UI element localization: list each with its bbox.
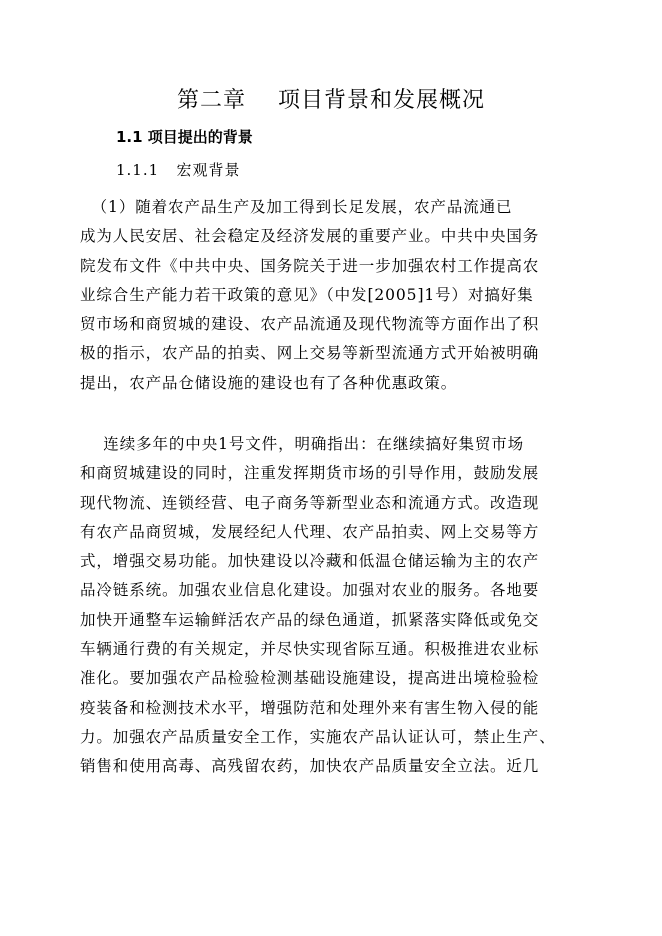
paragraph-line: 准化。要加强农产品检验检测基础设施建设，提高进出境检验检: [80, 669, 540, 688]
paragraph-line: 有农产品商贸城，发展经纪人代理、农产品拍卖、网上交易等方: [80, 522, 540, 541]
paragraph-line: 现代物流、连锁经营、电子商务等新型业态和流通方式。改造现: [80, 493, 540, 512]
paragraph-line: 加快开通整车运输鲜活农产品的绿色通道，抓紧落实降低或免交: [80, 610, 540, 629]
paragraph-line: 品冷链系统。加强农业信息化建设。加强对农业的服务。各地要: [80, 581, 540, 600]
paragraph-line: 疫装备和检测技术水平，增强防范和处理外来有害生物入侵的能: [80, 698, 540, 717]
paragraph-line: 提出，农产品仓储设施的建设也有了各种优惠政策。: [80, 373, 458, 392]
paragraph-2: [80, 430, 600, 782]
paragraph-line: 成为人民安居、社会稳定及经济发展的重要产业。中共中央国务: [80, 227, 540, 246]
paragraph-line: 贸市场和商贸城的建设、农产品流通及现代物流等方面作出了积: [80, 315, 540, 334]
paragraph-line: 力。加强农产品质量安全工作，实施农产品认证认可，禁止生产、: [80, 727, 556, 746]
paragraph-line: 连续多年的中央1号文件，明确指出：在继续搞好集贸市场: [80, 435, 525, 453]
subsection-heading: 1.1.1 宏观背景: [116, 161, 241, 179]
paragraph-line: 业综合生产能力若干政策的意见》（中发[2005]1号）对搞好集: [80, 285, 534, 304]
paragraph-line: 式，增强交易功能。加快建设以冷藏和低温仓储运输为主的农产: [80, 552, 540, 571]
paragraph-line: 销售和使用高毒、高残留农药，加快农产品质量安全立法。近几: [80, 757, 540, 776]
paragraph-line: 极的指示，农产品的拍卖、网上交易等新型流通方式开始被明确: [80, 344, 540, 363]
paragraph-line: 院发布文件《中共中央、国务院关于进一步加强农村工作提高农: [80, 256, 540, 275]
chapter-title: 第二章 项目背景和发展概况: [177, 88, 485, 113]
section-heading: 1.1 项目提出的背景: [116, 128, 253, 146]
paragraph-line: （1）随着农产品生产及加工得到长足发展，农产品流通已: [80, 198, 513, 216]
paragraph-1: [80, 193, 600, 398]
paragraph-line: 和商贸城建设的同时，注重发挥期货市场的引导作用，鼓励发展: [80, 464, 540, 483]
paragraph-line: 车辆通行费的有关规定，并尽快实现省际互通。积极推进农业标: [80, 640, 540, 659]
